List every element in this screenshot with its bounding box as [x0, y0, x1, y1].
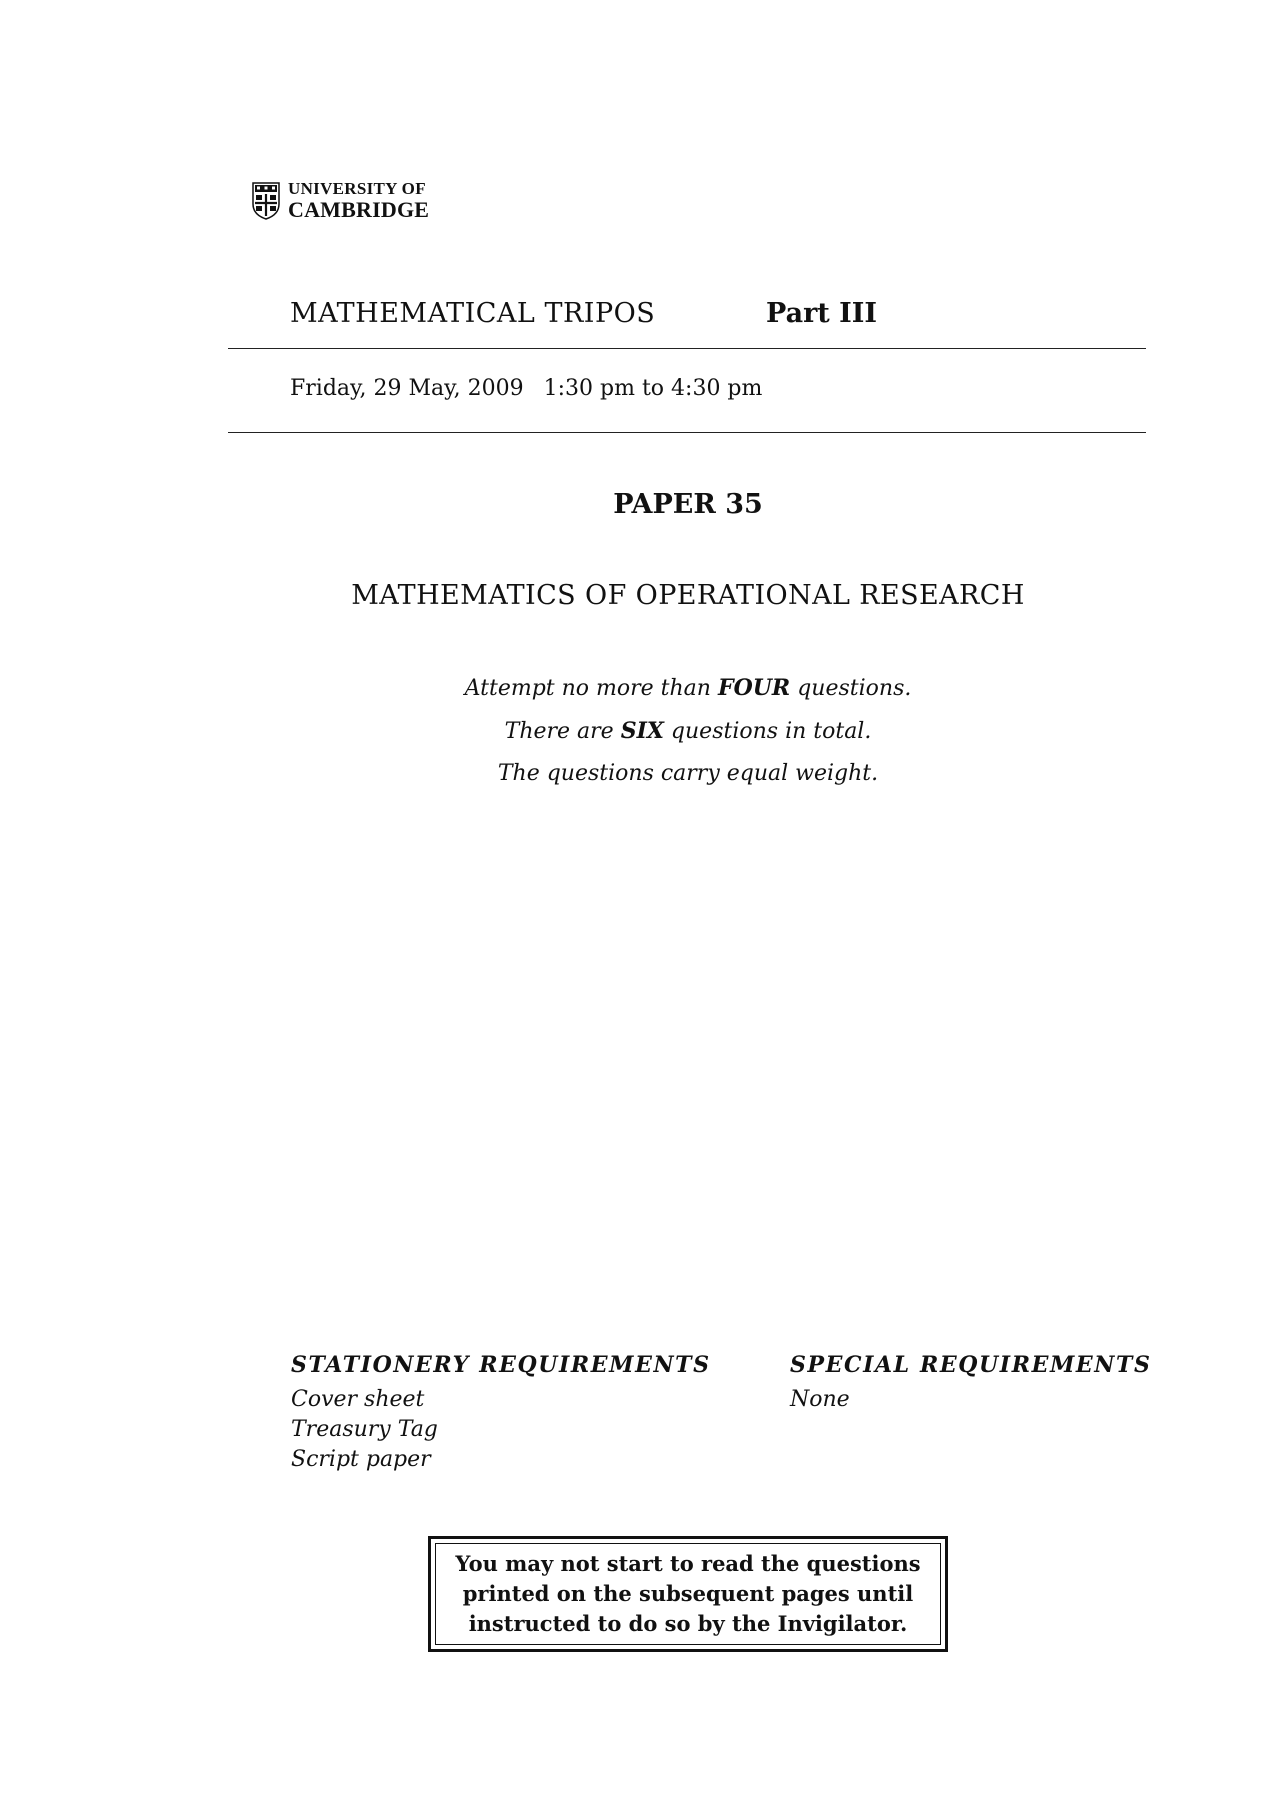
- university-logo: [252, 180, 429, 221]
- logo-line-university: UNIVERSITY OF: [288, 179, 426, 198]
- exam-time: 1:30 pm to 4:30 pm: [543, 376, 763, 401]
- instruction-total: [0, 718, 1280, 744]
- instruction-total-pre: There are: [504, 719, 621, 744]
- special-heading: SPECIAL REQUIREMENTS: [790, 1352, 1152, 1378]
- paper-number: PAPER 35: [613, 489, 763, 520]
- notice-line: instructed to do so by the Invigilator.: [468, 1611, 908, 1636]
- exam-title: MATHEMATICAL TRIPOS: [290, 298, 656, 329]
- notice-line: printed on the subsequent pages until: [462, 1581, 914, 1606]
- special-item: None: [790, 1387, 850, 1412]
- special-list: [790, 1385, 850, 1415]
- bottom-divider: [228, 432, 1146, 433]
- instruction-attempt-pre: Attempt no more than: [464, 676, 718, 701]
- paper-subject: MATHEMATICS OF OPERATIONAL RESEARCH: [351, 580, 1025, 611]
- stationery-item: Treasury Tag: [291, 1417, 438, 1442]
- stationery-heading: STATIONERY REQUIREMENTS: [291, 1352, 711, 1378]
- instruction-attempt-post: questions.: [790, 676, 912, 701]
- exam-date: Friday, 29 May, 2009: [290, 376, 524, 401]
- exam-part: Part III: [766, 298, 878, 329]
- stationery-list: [291, 1385, 438, 1475]
- exam-dateline: [290, 376, 762, 401]
- stationery-item: Script paper: [291, 1447, 431, 1472]
- invigilator-notice-box: [428, 1536, 948, 1652]
- instruction-total-count: SIX: [620, 718, 664, 744]
- notice-line: You may not start to read the questions: [455, 1551, 921, 1576]
- instruction-attempt: [0, 675, 1280, 701]
- invigilator-notice-inner: [435, 1543, 941, 1645]
- instruction-attempt-count: FOUR: [717, 675, 791, 701]
- top-divider: [228, 348, 1146, 349]
- stationery-item: Cover sheet: [291, 1387, 425, 1412]
- instruction-weight: The questions carry equal weight.: [497, 761, 879, 786]
- instruction-total-post: questions in total.: [663, 719, 872, 744]
- logo-line-cambridge: CAMBRIDGE: [288, 197, 430, 222]
- cambridge-crest-icon: [252, 182, 280, 220]
